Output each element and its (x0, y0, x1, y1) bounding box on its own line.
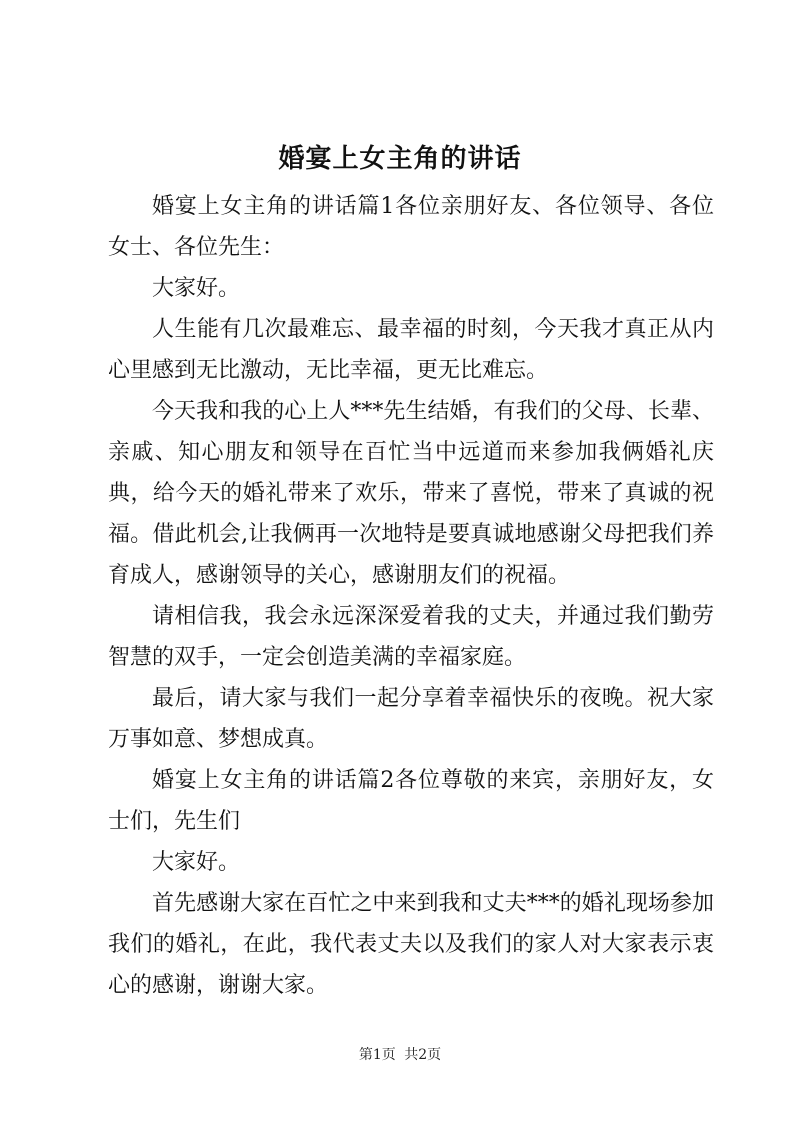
paragraph: 人生能有几次最难忘、最幸福的时刻，今天我才真正从内心里感到无比激动，无比幸福，更无比难忘。 (108, 317, 714, 383)
paragraph: 最后，请大家与我们一起分享着幸福快乐的夜晚。祝大家万事如意、梦想成真。 (108, 686, 714, 752)
paragraph: 首先感谢大家在百忙之中来到我和丈夫***的婚礼现场参加我们的婚礼，在此，我代表丈夫以及我们的家人对大家表示衷心的感谢，谢谢大家。 (108, 891, 714, 998)
paragraph: 今天我和我的心上人***先生结婚，有我们的父母、长辈、亲戚、知心朋友和领导在百忙当中远道而来参加我俩婚礼庆典，给今天的婚礼带来了欢乐，带来了喜悦，带来了真诚的祝福。借此机会,让我俩再一次地特是要真诚地感谢父母把我们养育成人，感谢领导的关心，感谢朋友们的祝福。 (108, 399, 714, 588)
paragraph: 婚宴上女主角的讲话篇2各位尊敬的来宾，亲朋好友，女士们，先生们 (108, 768, 714, 834)
paragraph: 大家好。 (152, 850, 241, 875)
paragraph: 大家好。 (152, 276, 241, 301)
page-total: 共2页 (404, 1047, 442, 1063)
document-title: 婚宴上女主角的讲话 (278, 144, 522, 174)
document-body (108, 186, 714, 1006)
page-number: 第1页 (358, 1047, 396, 1063)
paragraph: 请相信我，我会永远深深爱着我的丈夫，并通过我们勤劳智慧的双手，一定会创造美满的幸福家庭。 (108, 604, 714, 670)
page-footer (0, 1044, 800, 1064)
paragraph: 婚宴上女主角的讲话篇1各位亲朋好友、各位领导、各位女士、各位先生： (108, 194, 714, 260)
